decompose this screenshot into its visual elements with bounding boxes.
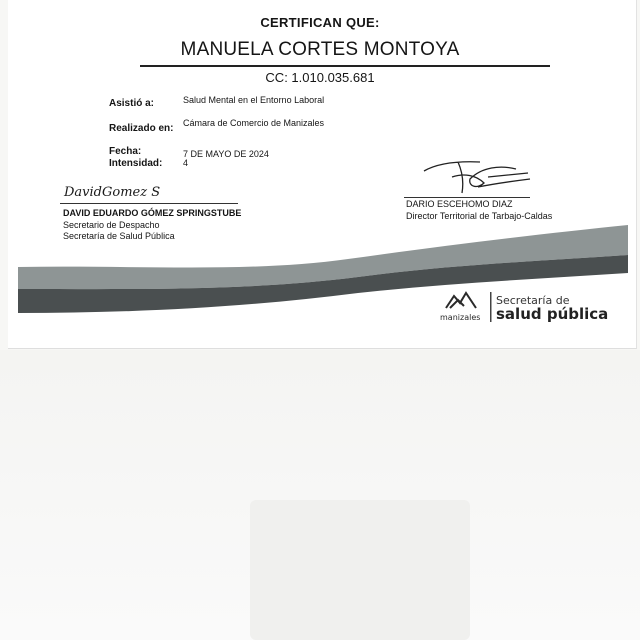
wave-light-band — [18, 225, 628, 289]
logo-dept-line2: salud pública — [496, 305, 609, 323]
certificate-heading: CERTIFICAN QUE: — [260, 15, 380, 30]
attended-value: Salud Mental en el Entorno Laboral — [183, 95, 325, 105]
left-signer-role: Secretario de Despacho — [63, 220, 160, 230]
logo-dept-line1: Secretaría de — [496, 294, 570, 307]
date-label: Fecha: — [109, 146, 142, 157]
date-value: 7 DE MAYO DE 2024 — [183, 149, 269, 159]
right-signature-line — [404, 197, 530, 198]
id-number: CC: 1.010.035.681 — [265, 70, 375, 85]
right-signer-role: Director Territorial de Tarbajo-Caldas — [406, 211, 553, 221]
recipient-name: MANUELA CORTES MONTOYA — [180, 39, 460, 60]
hours-value: 4 — [183, 158, 189, 168]
faint-bleed-through — [250, 500, 470, 640]
location-label: Realizado en: — [109, 123, 174, 134]
name-underline — [140, 65, 550, 67]
right-signer-name: DARIO ESCEHOMO DIAZ — [406, 199, 513, 209]
signature-scribble-left: DavidGomez S — [64, 185, 160, 200]
right-signature — [418, 153, 538, 197]
left-signature-line — [60, 203, 238, 204]
logo-city: manizales — [440, 313, 481, 322]
manizales-mountain-icon — [446, 293, 476, 308]
location-value: Cámara de Comercio de Manizales — [183, 118, 325, 128]
secretaria-salud-logo — [438, 288, 628, 326]
left-signer-name: DAVID EDUARDO GÓMEZ SPRINGSTUBE — [63, 208, 242, 218]
logo-divider — [490, 292, 492, 322]
left-signature — [60, 180, 160, 202]
left-signer-department: Secretaría de Salud Pública — [63, 231, 175, 241]
attended-label: Asistió a: — [109, 98, 155, 109]
hours-label: Intensidad: — [109, 158, 163, 169]
